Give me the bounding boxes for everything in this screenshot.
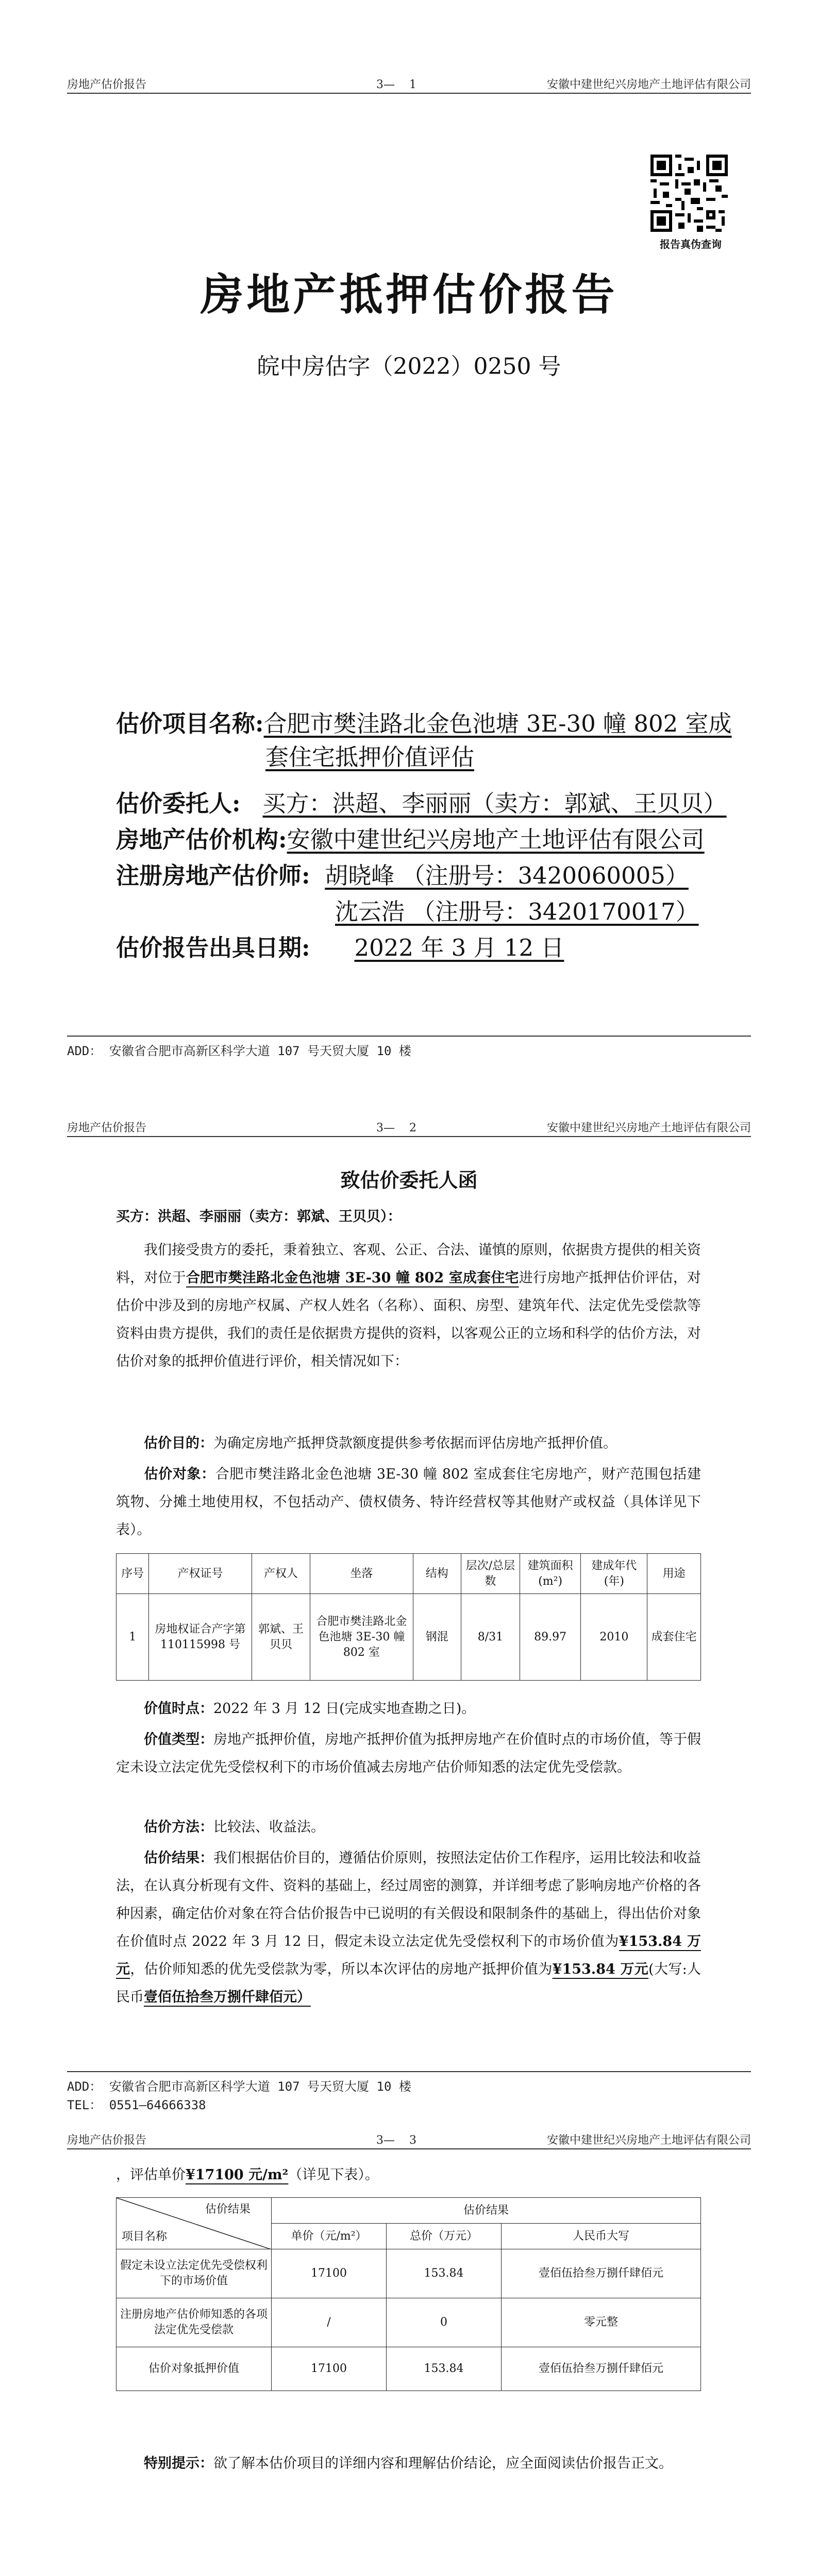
td-year: 2010 — [581, 1594, 647, 1681]
property-table-header — [116, 1554, 701, 1594]
th-no: 序号 — [116, 1554, 149, 1594]
td-owner: 郭斌、王贝贝 — [252, 1594, 310, 1681]
cover-page — [0, 0, 818, 1103]
header-page-number: 3— 3 — [376, 2134, 416, 2147]
report-date-value: 2022 年 3 月 12 日 — [354, 934, 564, 961]
row-upper: 壹佰伍拾叁万捌仟肆佰元 — [502, 2249, 701, 2298]
client-value: 买方：洪超、李丽丽（卖方：郭斌、王贝贝） — [262, 790, 727, 817]
td-area: 89.97 — [520, 1594, 581, 1681]
page-header — [67, 1121, 751, 1137]
header-left: 房地产估价报告 — [67, 78, 147, 91]
table-row — [116, 2249, 701, 2298]
footer-tel: TEL： 0551—64666338 — [67, 2098, 206, 2112]
result-para-cont: ，评估单价¥17100 元/m²（详见下表）。 — [116, 2167, 379, 2183]
header-left: 房地产估价报告 — [67, 2134, 147, 2147]
th-location: 坐落 — [310, 1554, 413, 1594]
header-page-number: 3— 1 — [376, 78, 416, 91]
appraiser-2-row — [335, 896, 699, 927]
row-upper: 壹佰伍拾叁万捌仟肆佰元 — [502, 2347, 701, 2391]
td-cert: 房地权证合产字第 110115998 号 — [149, 1594, 252, 1681]
th-structure: 结构 — [413, 1554, 461, 1594]
corner-label-bottom: 项目名称 — [122, 2230, 168, 2243]
project-name-row — [116, 708, 732, 739]
table-row — [116, 1594, 701, 1681]
report-number: 皖中房估字（2022）0250 号 — [257, 353, 561, 380]
value-date-para: 价值时点：2022 年 3 月 12 日(完成实地查勘之日)。 — [144, 1701, 476, 1717]
td-use: 成套住宅 — [647, 1594, 701, 1681]
qr-caption: 报告真伪查询 — [660, 238, 722, 250]
report-date-label: 估价报告出具日期: — [116, 934, 310, 961]
letter-title: 致估价委托人函 — [340, 1168, 478, 1192]
corner-label-top: 估价结果 — [205, 2203, 251, 2216]
th-floor: 层次/总层数 — [461, 1554, 520, 1594]
table-row — [116, 2298, 701, 2347]
value-table-header-1 — [116, 2198, 701, 2224]
row-total: 0 — [387, 2298, 502, 2347]
letter-intro: 我们接受贵方的委托，秉着独立、客观、公正、合法、谨慎的原则，依据贵方提供的相关资料，对位于合肥市樊洼路北金色池塘 3E-30 幢 802 室成套住宅进行房地产抵押估价评估，对估价中涉及到的房地产权属、产权人姓名（名称）、面积、房型、建筑年代、法定优先受偿款等资料由贵方提供，我们的责任是依据贵方提供的资料，以客观公正的立场和科学的估价方法，对估价对象的抵押价值进行评价，相关情况如下： — [116, 1242, 702, 1369]
th-total-price: 总价（万元） — [387, 2224, 502, 2249]
row-total: 153.84 — [387, 2347, 502, 2391]
report-date-row — [116, 933, 564, 963]
value-table-title: 估价结果 — [272, 2198, 701, 2224]
row-total: 153.84 — [387, 2249, 502, 2298]
property-table — [116, 1553, 701, 1681]
appraiser-row — [116, 860, 689, 891]
td-location: 合肥市樊洼路北金色池塘 3E-30 幢 802 室 — [310, 1594, 413, 1681]
project-name-line1: 合肥市樊洼路北金色池塘 3E-30 幢 802 室成 — [263, 710, 732, 737]
client-row — [116, 788, 727, 819]
row-upper: 零元整 — [502, 2298, 701, 2347]
row-unit: 17100 — [272, 2347, 387, 2391]
th-unit-price: 单价（元/m²） — [272, 2224, 387, 2249]
object-para: 估价对象：合肥市樊洼路北金色池塘 3E-30 幢 802 室成套住宅房地产，财产范围包括建筑物、分摊土地使用权，不包括动产、债权债务、特许经营权等其他财产或权益（具体详见下表）。 — [116, 1466, 702, 1538]
header-right: 安徽中建世纪兴房地产土地评估有限公司 — [546, 1122, 751, 1134]
th-use: 用途 — [647, 1554, 701, 1594]
header-page-number: 3— 2 — [376, 1122, 416, 1134]
td-no: 1 — [116, 1594, 149, 1681]
row-unit: 17100 — [272, 2249, 387, 2298]
td-floor: 8/31 — [461, 1594, 520, 1681]
footer-address: ADD： 安徽省合肥市高新区科学大道 107 号天贸大厦 10 楼 — [67, 1044, 411, 1058]
agency-label: 房地产估价机构: — [116, 826, 287, 853]
header-left: 房地产估价报告 — [67, 1122, 147, 1134]
th-owner: 产权人 — [252, 1554, 310, 1594]
method-para: 估价方法：比较法、收益法。 — [144, 1819, 325, 1835]
th-year: 建成年代(年) — [581, 1554, 647, 1594]
appraiser-2: 沈云浩 （注册号：3420170017） — [335, 898, 699, 925]
agency-value: 安徽中建世纪兴房地产土地评估有限公司 — [287, 826, 705, 853]
header-right: 安徽中建世纪兴房地产土地评估有限公司 — [546, 78, 751, 91]
header-right: 安徽中建世纪兴房地产土地评估有限公司 — [546, 2134, 751, 2147]
appraiser-label: 注册房地产估价师: — [116, 862, 310, 889]
property-address: 合肥市樊洼路北金色池塘 3E-30 幢 802 室成套住宅 — [186, 1270, 519, 1286]
th-cert: 产权证号 — [149, 1554, 252, 1594]
value-table — [116, 2197, 701, 2391]
page-header — [67, 2133, 751, 2149]
project-name-line2: 套住宅抵押价值评估 — [265, 743, 475, 771]
hint-para: 特别提示：欲了解本估价项目的详细内容和理解估价结论，应全面阅读估价报告正文。 — [144, 2455, 673, 2471]
td-structure: 钢混 — [413, 1594, 461, 1681]
letter-addressee: 买方：洪超、李丽丽（卖方：郭斌、王贝贝）： — [116, 1209, 402, 1225]
result-para: 估价结果：我们根据估价目的，遵循估价原则，按照法定估价工作程序，运用比较法和收益法，在认真分析现有文件、资料的基础上，经过周密的测算，并详细考虑了影响房地产价格的各种因素，确定估价对象在符合估价报告中已说明的有关假设和限制条件的基础上，得出估价对象在价值时点 2022 年 3 月 12 日，假定未设立法定优先受偿权利下的市场价值为¥153.84 万元，估价师知悉的优先受偿款为零，所以本次评估的房地产抵押价值为¥153.84 万元(大写:人民币壹佰伍拾叁万捌仟肆佰元） — [116, 1850, 702, 2005]
project-name-label: 估价项目名称: — [116, 710, 264, 737]
cover-title: 房地产抵押估价报告 — [200, 269, 618, 320]
th-upper: 人民币大写 — [502, 2224, 701, 2249]
page-footer — [67, 2071, 751, 2129]
value-type-para: 价值类型：房地产抵押价值，房地产抵押价值为抵押房地产在价值时点的市场价值，等于假定未设立法定优先受偿权利下的市场价值减去房地产估价师知悉的法定优先受偿款。 — [116, 1732, 702, 1775]
row-name: 注册房地产估价师知悉的各项法定优先受偿款 — [116, 2298, 272, 2347]
row-name: 估价对象抵押价值 — [116, 2347, 272, 2391]
page-header — [67, 77, 751, 94]
client-label: 估价委托人: — [116, 790, 241, 817]
footer-address: ADD： 安徽省合肥市高新区科学大道 107 号天贸大厦 10 楼 — [67, 2079, 411, 2094]
qr-code-icon[interactable] — [650, 155, 728, 232]
agency-row — [116, 824, 705, 855]
purpose-para: 估价目的：为确定房地产抵押贷款额度提供参考依据而评估房地产抵押价值。 — [144, 1435, 617, 1451]
row-unit: / — [272, 2298, 387, 2347]
row-name: 假定未设立法定优先受偿权利下的市场价值 — [116, 2249, 272, 2298]
project-name-line2-row — [265, 742, 474, 773]
th-area: 建筑面积(m²) — [520, 1554, 581, 1594]
value-table-corner — [116, 2198, 272, 2249]
appraiser-1: 胡晓峰 （注册号：3420060005） — [325, 862, 689, 889]
table-row — [116, 2347, 701, 2391]
